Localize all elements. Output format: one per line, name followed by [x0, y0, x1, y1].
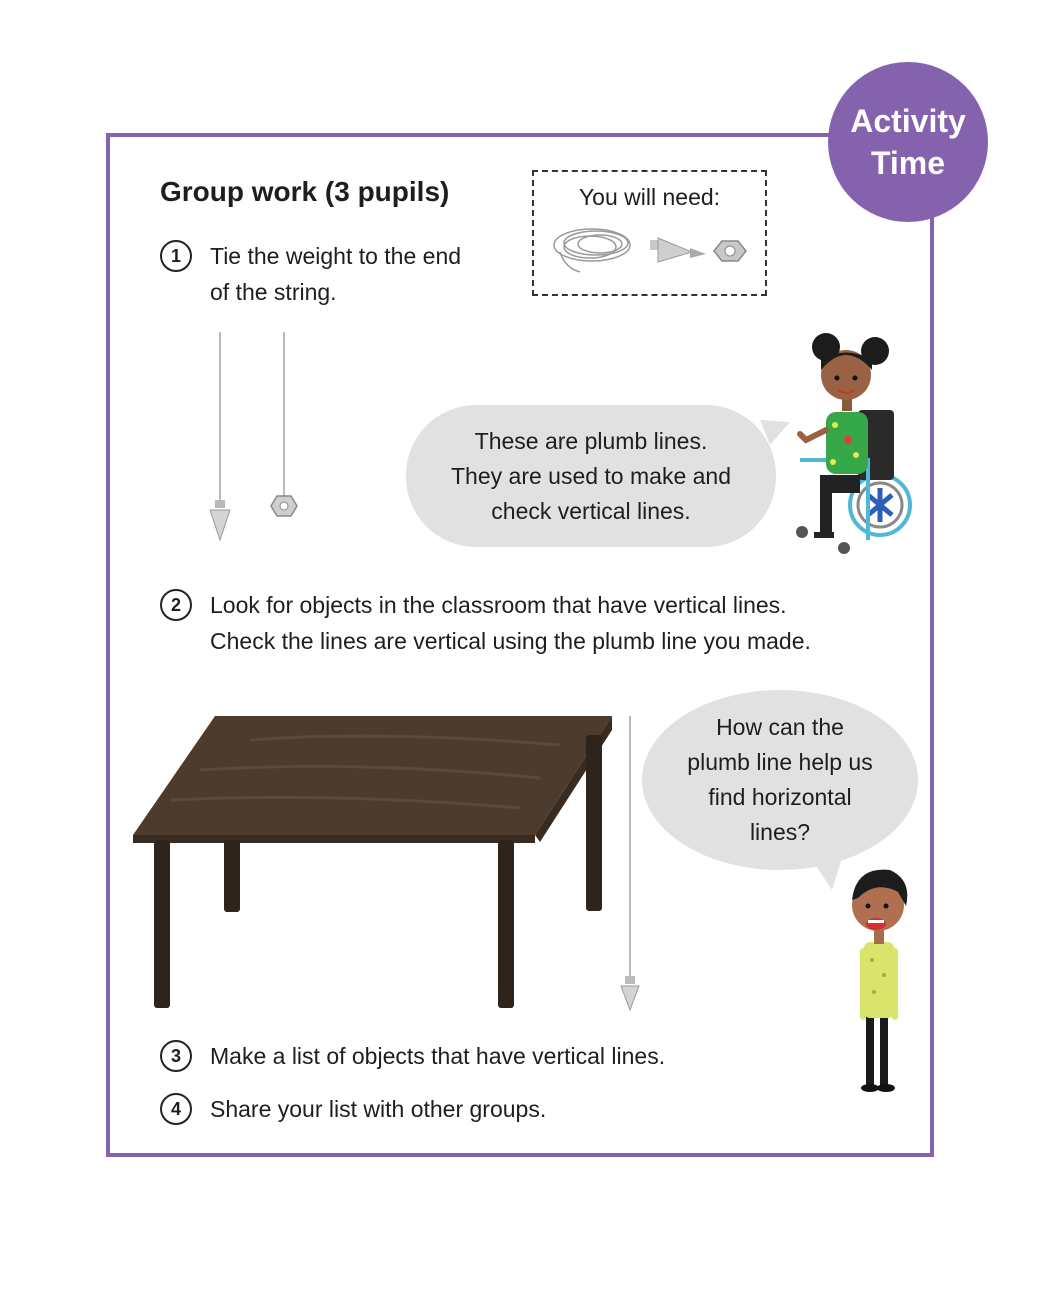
step-text	[210, 1038, 665, 1074]
bubble-2-line-3: find horizontal	[708, 784, 852, 810]
bubble-1-line-3: check vertical lines.	[491, 498, 691, 524]
step-number: 2	[160, 589, 192, 621]
bubble-1-line-2: They are used to make and	[451, 463, 731, 489]
badge-line-2: Time	[870, 145, 946, 181]
bubble-1-line-1: These are plumb lines.	[474, 428, 708, 454]
step-text	[210, 238, 461, 310]
bubble-2-line-1: How can the	[716, 714, 844, 740]
step-number: 1	[160, 240, 192, 272]
step-text	[210, 1091, 546, 1127]
bubble-2-line-2: plumb line help us	[687, 749, 873, 775]
badge-line-1: Activity	[850, 103, 966, 139]
step-number: 3	[160, 1040, 192, 1072]
step-2-line-1: Look for objects in the classroom that have vertical lines.	[210, 592, 787, 618]
bubble-2-line-4: lines?	[749, 819, 811, 845]
speech-bubble-2-text	[642, 710, 918, 850]
step-2-line-2: Check the lines are vertical using the plumb line you made.	[210, 628, 811, 654]
you-will-need-title: You will need:	[578, 184, 721, 210]
step-1-line-1: Tie the weight to the end	[210, 243, 462, 269]
step-3-line-1: Make a list of objects that have vertical lines.	[210, 1043, 666, 1069]
speech-bubble-1-text	[406, 424, 776, 529]
step-1-line-2: of the string.	[210, 279, 337, 305]
step-text	[210, 587, 811, 659]
you-will-need-box	[532, 170, 767, 296]
step-4-line-1: Share your list with other groups.	[210, 1096, 547, 1122]
step-number: 4	[160, 1093, 192, 1125]
activity-time-badge	[828, 62, 988, 222]
group-work-heading: Group work (3 pupils)	[160, 176, 450, 207]
